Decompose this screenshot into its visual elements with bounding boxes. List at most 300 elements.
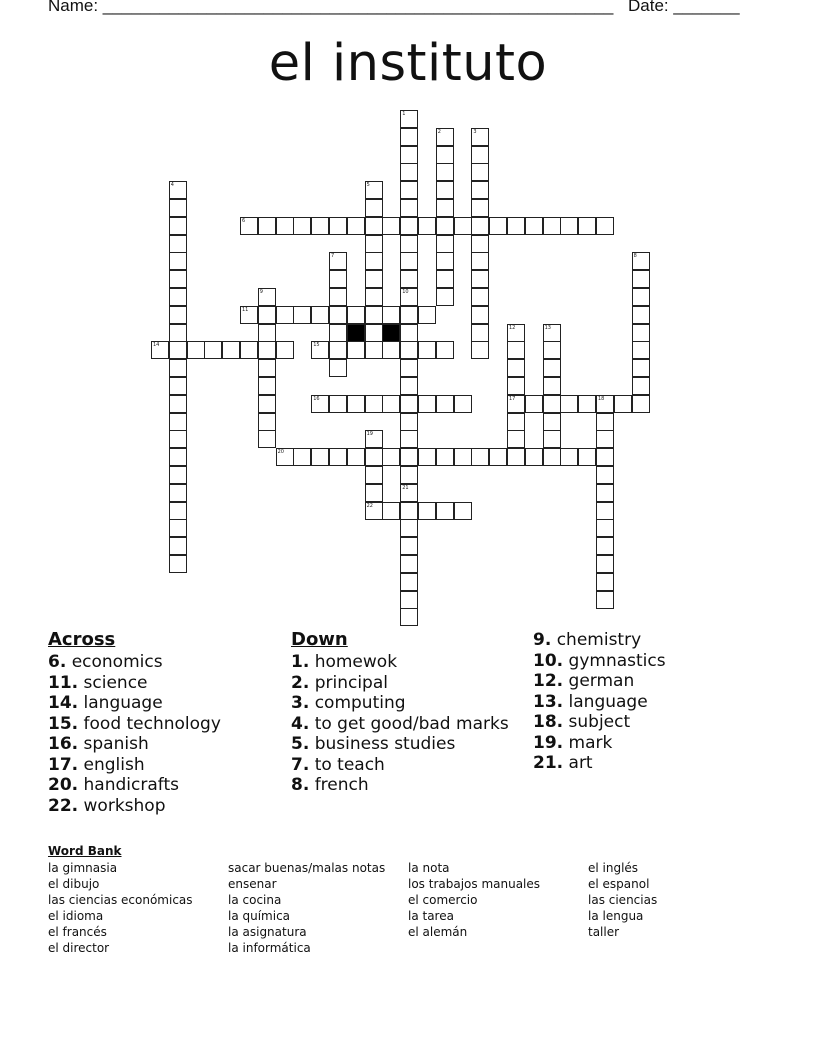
clue-item — [291, 775, 541, 795]
crossword-cell[interactable] — [365, 181, 383, 199]
clue-number: 4. — [291, 713, 310, 734]
word-bank-entry: la informática — [228, 941, 311, 955]
crossword-cell[interactable] — [293, 448, 311, 466]
crossword-cell[interactable] — [293, 306, 311, 324]
crossword-cell[interactable] — [347, 306, 365, 324]
crossword-cell[interactable] — [471, 235, 489, 253]
crossword-cell[interactable] — [204, 341, 222, 359]
cell-number: 3 — [473, 128, 477, 135]
clue-text: computing — [309, 693, 406, 713]
crossword-cell[interactable] — [293, 217, 311, 235]
crossword-cell[interactable] — [578, 395, 596, 413]
crossword-cell[interactable] — [365, 217, 383, 235]
crossword-cell[interactable] — [471, 288, 489, 306]
clue-item — [533, 753, 783, 773]
page-title: el instituto — [268, 34, 548, 93]
clue-text: gymnastics — [563, 650, 666, 671]
clue-text: spanish — [78, 734, 149, 754]
crossword-cell[interactable] — [400, 502, 418, 520]
clue-text: science — [78, 672, 148, 693]
crossword-cell[interactable] — [543, 217, 561, 235]
crossword-cell[interactable] — [400, 466, 418, 484]
crossword-cell[interactable] — [329, 252, 347, 270]
crossword-cell[interactable] — [258, 217, 276, 235]
clue-item — [291, 755, 541, 775]
crossword-cell[interactable] — [436, 217, 454, 235]
crossword-cell[interactable] — [596, 573, 614, 591]
crossword-cell[interactable] — [489, 448, 507, 466]
crossword-cell[interactable] — [632, 359, 650, 377]
crossword-cell[interactable] — [436, 163, 454, 181]
crossword-cell[interactable] — [169, 430, 187, 448]
word-bank-entry: el director — [48, 941, 110, 955]
crossword-cell[interactable] — [471, 341, 489, 359]
cell-number: 21 — [402, 484, 409, 491]
word-bank-entry: la lengua — [588, 909, 644, 923]
cell-number: 8 — [633, 253, 637, 260]
crossword-cell[interactable] — [329, 270, 347, 288]
clue-number: 17. — [48, 754, 79, 775]
crossword-cell[interactable] — [347, 448, 365, 466]
word-bank-entry: ensenar — [228, 877, 277, 891]
word-bank-entry: las ciencias — [588, 893, 658, 907]
crossword-cell[interactable] — [596, 555, 614, 573]
crossword-cell[interactable] — [400, 235, 418, 253]
crossword-cell[interactable] — [471, 252, 489, 270]
clue-item — [48, 693, 298, 713]
crossword-cell[interactable] — [276, 341, 294, 359]
crossword-cell[interactable] — [382, 502, 400, 520]
crossword-cell[interactable] — [543, 324, 561, 342]
crossword-cell[interactable] — [596, 591, 614, 609]
crossword-cell[interactable] — [436, 199, 454, 217]
clue-item — [291, 734, 541, 754]
crossword-cell[interactable] — [525, 217, 543, 235]
crossword-cell[interactable] — [560, 395, 578, 413]
crossword-cell[interactable] — [400, 555, 418, 573]
crossword-cell[interactable] — [543, 430, 561, 448]
across-heading: Across — [48, 629, 116, 650]
crossword-black-cell — [347, 324, 365, 342]
crossword-cell[interactable] — [400, 199, 418, 217]
crossword-cell[interactable] — [400, 181, 418, 199]
crossword-cell[interactable] — [276, 448, 294, 466]
clue-text: art — [563, 753, 593, 773]
crossword-cell[interactable] — [400, 377, 418, 395]
crossword-cell[interactable] — [365, 288, 383, 306]
crossword-cell[interactable] — [596, 430, 614, 448]
crossword-cell[interactable] — [578, 448, 596, 466]
clue-item — [533, 651, 783, 671]
crossword-cell[interactable] — [596, 502, 614, 520]
crossword-cell[interactable] — [632, 324, 650, 342]
crossword-cell[interactable] — [471, 324, 489, 342]
crossword-cell[interactable] — [311, 306, 329, 324]
crossword-cell[interactable] — [347, 395, 365, 413]
crossword-cell[interactable] — [400, 448, 418, 466]
crossword-cell[interactable] — [169, 341, 187, 359]
crossword-cell[interactable] — [365, 252, 383, 270]
crossword-cell[interactable] — [169, 448, 187, 466]
clue-number: 11. — [48, 672, 79, 693]
crossword-cell[interactable] — [632, 288, 650, 306]
crossword-cell[interactable] — [454, 502, 472, 520]
crossword-black-cell — [382, 324, 400, 342]
crossword-cell[interactable] — [400, 519, 418, 537]
cell-number: 7 — [331, 253, 335, 260]
clue-text: french — [309, 775, 369, 795]
crossword-cell[interactable] — [382, 341, 400, 359]
crossword-cell[interactable] — [258, 324, 276, 342]
crossword-cell[interactable] — [169, 377, 187, 395]
crossword-cell[interactable] — [436, 235, 454, 253]
crossword-cell[interactable] — [436, 181, 454, 199]
crossword-cell[interactable] — [311, 341, 329, 359]
clue-item — [48, 796, 298, 816]
crossword-cell[interactable] — [436, 448, 454, 466]
clue-number: 3. — [291, 693, 310, 713]
clue-item — [48, 673, 298, 693]
clue-text: homewok — [309, 652, 398, 672]
crossword-cell[interactable] — [382, 306, 400, 324]
crossword-cell[interactable] — [258, 430, 276, 448]
crossword-cell[interactable] — [311, 217, 329, 235]
crossword-cell[interactable] — [151, 341, 169, 359]
crossword-cell[interactable] — [418, 306, 436, 324]
crossword-cell[interactable] — [632, 341, 650, 359]
crossword-cell[interactable] — [400, 395, 418, 413]
crossword-cell[interactable] — [400, 359, 418, 377]
crossword-cell[interactable] — [258, 341, 276, 359]
crossword-cell[interactable] — [329, 359, 347, 377]
crossword-cell[interactable] — [418, 448, 436, 466]
crossword-cell[interactable] — [454, 395, 472, 413]
clue-number: 5. — [291, 734, 310, 754]
crossword-cell[interactable] — [507, 395, 525, 413]
crossword-cell[interactable] — [507, 359, 525, 377]
crossword-cell[interactable] — [400, 430, 418, 448]
crossword-cell[interactable] — [365, 430, 383, 448]
crossword-cell[interactable] — [329, 395, 347, 413]
crossword-cell[interactable] — [543, 341, 561, 359]
crossword-cell[interactable] — [471, 163, 489, 181]
crossword-cell[interactable] — [169, 413, 187, 431]
down-heading: Down — [291, 629, 348, 650]
clue-number: 1. — [291, 652, 310, 672]
crossword-cell[interactable] — [382, 217, 400, 235]
crossword-cell[interactable] — [169, 502, 187, 520]
clue-item — [48, 755, 298, 775]
crossword-cell[interactable] — [507, 341, 525, 359]
crossword-cell[interactable] — [596, 519, 614, 537]
clue-number: 20. — [48, 775, 79, 795]
down-clues — [291, 630, 541, 796]
word-bank-entry: la nota — [408, 861, 450, 875]
crossword-cell[interactable] — [400, 537, 418, 555]
crossword-cell[interactable] — [543, 395, 561, 413]
name-field[interactable]: Name: ______________________________________________________ — [48, 0, 614, 15]
crossword-cell[interactable] — [578, 217, 596, 235]
crossword-cell[interactable] — [471, 181, 489, 199]
clue-text: handicrafts — [78, 775, 179, 795]
crossword-cell[interactable] — [418, 217, 436, 235]
crossword-cell[interactable] — [436, 341, 454, 359]
date-field[interactable]: Date: _______ — [628, 0, 740, 15]
crossword-cell[interactable] — [400, 306, 418, 324]
crossword-cell[interactable] — [400, 288, 418, 306]
crossword-cell[interactable] — [365, 395, 383, 413]
crossword-cell[interactable] — [632, 377, 650, 395]
word-bank-entry: el dibujo — [48, 877, 100, 891]
clue-number: 7. — [291, 754, 310, 775]
word-bank-entry: la química — [228, 909, 291, 923]
crossword-cell[interactable] — [525, 448, 543, 466]
word-bank-entry: el francés — [48, 925, 107, 939]
crossword-cell[interactable] — [329, 324, 347, 342]
clue-text: business studies — [309, 734, 456, 754]
crossword-cell[interactable] — [258, 288, 276, 306]
crossword-cell[interactable] — [418, 395, 436, 413]
crossword-cell[interactable] — [507, 430, 525, 448]
crossword-cell[interactable] — [596, 448, 614, 466]
crossword-cell[interactable] — [329, 448, 347, 466]
crossword-cell[interactable] — [436, 288, 454, 306]
word-bank-column-4 — [588, 860, 657, 940]
crossword-cell[interactable] — [507, 413, 525, 431]
crossword-cell[interactable] — [169, 466, 187, 484]
crossword-cell[interactable] — [471, 306, 489, 324]
clue-item — [291, 673, 541, 693]
crossword-cell[interactable] — [276, 306, 294, 324]
crossword-cell[interactable] — [632, 395, 650, 413]
crossword-cell[interactable] — [596, 484, 614, 502]
crossword-cell[interactable] — [632, 306, 650, 324]
crossword-cell[interactable] — [240, 306, 258, 324]
down-clues-continued — [533, 630, 783, 774]
crossword-cell[interactable] — [382, 448, 400, 466]
crossword-cell[interactable] — [400, 128, 418, 146]
clue-text: mark — [563, 732, 613, 753]
crossword-cell[interactable] — [169, 217, 187, 235]
crossword-cell[interactable] — [400, 413, 418, 431]
crossword-cell[interactable] — [258, 377, 276, 395]
crossword-cell[interactable] — [347, 217, 365, 235]
crossword-cell[interactable] — [436, 128, 454, 146]
crossword-cell[interactable] — [632, 270, 650, 288]
crossword-cell[interactable] — [365, 448, 383, 466]
crossword-cell[interactable] — [329, 217, 347, 235]
clue-text: principal — [309, 672, 388, 693]
word-bank-entry: las ciencias económicas — [48, 893, 193, 907]
crossword-cell[interactable] — [507, 324, 525, 342]
word-bank-entry: la asignatura — [228, 925, 307, 939]
clue-number: 9. — [533, 630, 552, 650]
crossword-cell[interactable] — [596, 466, 614, 484]
crossword-cell[interactable] — [596, 395, 614, 413]
crossword-cell[interactable] — [169, 519, 187, 537]
word-bank-entry: la tarea — [408, 909, 454, 923]
clue-number: 2. — [291, 672, 310, 693]
word-bank-entry: los trabajos manuales — [408, 877, 541, 891]
crossword-cell[interactable] — [543, 377, 561, 395]
crossword-cell[interactable] — [436, 502, 454, 520]
crossword-cell[interactable] — [169, 181, 187, 199]
crossword-cell[interactable] — [169, 395, 187, 413]
crossword-cell[interactable] — [365, 324, 383, 342]
crossword-cell[interactable] — [471, 128, 489, 146]
crossword-cell[interactable] — [365, 484, 383, 502]
crossword-cell[interactable] — [400, 270, 418, 288]
crossword-cell[interactable] — [240, 341, 258, 359]
clue-text: workshop — [78, 795, 166, 816]
crossword-cell[interactable] — [169, 270, 187, 288]
crossword-cell[interactable] — [436, 146, 454, 164]
clue-text: to teach — [309, 754, 385, 775]
cell-number: 18 — [598, 395, 605, 402]
crossword-cell[interactable] — [365, 341, 383, 359]
crossword-cell[interactable] — [632, 252, 650, 270]
crossword-cell[interactable] — [400, 217, 418, 235]
crossword-cell[interactable] — [471, 270, 489, 288]
crossword-cell[interactable] — [400, 573, 418, 591]
clue-number: 8. — [291, 775, 310, 795]
cell-number: 22 — [366, 502, 373, 509]
clue-text: german — [563, 671, 635, 691]
crossword-cell[interactable] — [258, 395, 276, 413]
crossword-cell[interactable] — [436, 252, 454, 270]
clue-item — [48, 775, 298, 795]
word-bank-column-1 — [48, 860, 193, 956]
crossword-cell[interactable] — [596, 537, 614, 555]
crossword-cell[interactable] — [187, 341, 205, 359]
crossword-cell[interactable] — [258, 413, 276, 431]
crossword-cell[interactable] — [614, 395, 632, 413]
crossword-cell[interactable] — [436, 270, 454, 288]
crossword-cell[interactable] — [543, 413, 561, 431]
crossword-cell[interactable] — [169, 252, 187, 270]
crossword-cell[interactable] — [543, 448, 561, 466]
crossword-cell[interactable] — [365, 199, 383, 217]
crossword-cell[interactable] — [169, 288, 187, 306]
crossword-cell[interactable] — [365, 502, 383, 520]
crossword-cell[interactable] — [365, 466, 383, 484]
crossword-cell[interactable] — [471, 199, 489, 217]
clue-number: 18. — [533, 712, 564, 732]
crossword-cell[interactable] — [169, 555, 187, 573]
crossword-cell[interactable] — [400, 591, 418, 609]
crossword-cell[interactable] — [365, 235, 383, 253]
crossword-cell[interactable] — [400, 252, 418, 270]
cell-number: 19 — [366, 431, 373, 438]
crossword-cell[interactable] — [169, 199, 187, 217]
crossword-cell[interactable] — [400, 324, 418, 342]
word-bank-entry: el inglés — [588, 861, 639, 875]
crossword-cell[interactable] — [400, 341, 418, 359]
crossword-cell[interactable] — [258, 306, 276, 324]
crossword-cell[interactable] — [169, 324, 187, 342]
word-bank-entry: la cocina — [228, 893, 282, 907]
clue-item — [533, 671, 783, 691]
crossword-cell[interactable] — [560, 448, 578, 466]
crossword-cell[interactable] — [436, 395, 454, 413]
crossword-cell[interactable] — [507, 217, 525, 235]
crossword-cell[interactable] — [418, 341, 436, 359]
crossword-cell[interactable] — [400, 110, 418, 128]
crossword-cell[interactable] — [418, 502, 436, 520]
crossword-cell[interactable] — [222, 341, 240, 359]
crossword-cell[interactable] — [560, 217, 578, 235]
crossword-cell[interactable] — [489, 217, 507, 235]
crossword-cell[interactable] — [507, 377, 525, 395]
crossword-cell[interactable] — [454, 448, 472, 466]
cell-number: 6 — [242, 217, 246, 224]
clue-number: 19. — [533, 732, 564, 753]
crossword-cell[interactable] — [543, 359, 561, 377]
crossword-cell[interactable] — [596, 217, 614, 235]
cell-number: 16 — [313, 395, 320, 402]
crossword-cell[interactable] — [507, 448, 525, 466]
crossword-cell[interactable] — [311, 448, 329, 466]
crossword-cell[interactable] — [169, 537, 187, 555]
cell-number: 15 — [313, 342, 320, 349]
cell-number: 1 — [402, 111, 406, 117]
cell-number: 13 — [544, 324, 551, 331]
crossword-cell[interactable] — [276, 217, 294, 235]
crossword-cell[interactable] — [347, 341, 365, 359]
crossword-cell[interactable] — [329, 341, 347, 359]
crossword-cell[interactable] — [471, 217, 489, 235]
crossword-cell[interactable] — [471, 146, 489, 164]
cell-number: 9 — [259, 289, 263, 295]
word-bank-entry: el comercio — [408, 893, 478, 907]
cell-number: 10 — [402, 289, 409, 295]
clue-text: english — [78, 754, 145, 775]
crossword-cell[interactable] — [365, 306, 383, 324]
crossword-cell[interactable] — [311, 395, 329, 413]
cell-number: 11 — [242, 306, 249, 313]
crossword-cell[interactable] — [329, 288, 347, 306]
word-bank-entry: taller — [588, 925, 620, 939]
crossword-cell[interactable] — [365, 270, 383, 288]
clue-text: economics — [66, 652, 163, 672]
cell-number: 2 — [437, 128, 441, 135]
clue-item — [48, 652, 298, 672]
crossword-cell[interactable] — [596, 413, 614, 431]
crossword-cell[interactable] — [258, 359, 276, 377]
crossword-cell[interactable] — [525, 395, 543, 413]
clue-number: 12. — [533, 671, 564, 691]
crossword-cell[interactable] — [400, 608, 418, 626]
crossword-cell[interactable] — [471, 448, 489, 466]
clue-number: 6. — [48, 652, 67, 672]
crossword-cell[interactable] — [169, 359, 187, 377]
crossword-cell[interactable] — [329, 306, 347, 324]
crossword-cell[interactable] — [169, 484, 187, 502]
crossword-cell[interactable] — [169, 306, 187, 324]
crossword-cell[interactable] — [454, 217, 472, 235]
word-bank-title: Word Bank — [48, 844, 122, 858]
clue-number: 21. — [533, 753, 564, 773]
clue-item — [48, 734, 298, 754]
clue-text: to get good/bad marks — [309, 713, 509, 734]
crossword-cell[interactable] — [400, 163, 418, 181]
crossword-cell[interactable] — [240, 217, 258, 235]
crossword-cell[interactable] — [382, 395, 400, 413]
crossword-cell[interactable] — [169, 235, 187, 253]
crossword-cell[interactable] — [400, 146, 418, 164]
word-bank-entry: el alemán — [408, 925, 468, 939]
crossword-cell[interactable] — [400, 484, 418, 502]
